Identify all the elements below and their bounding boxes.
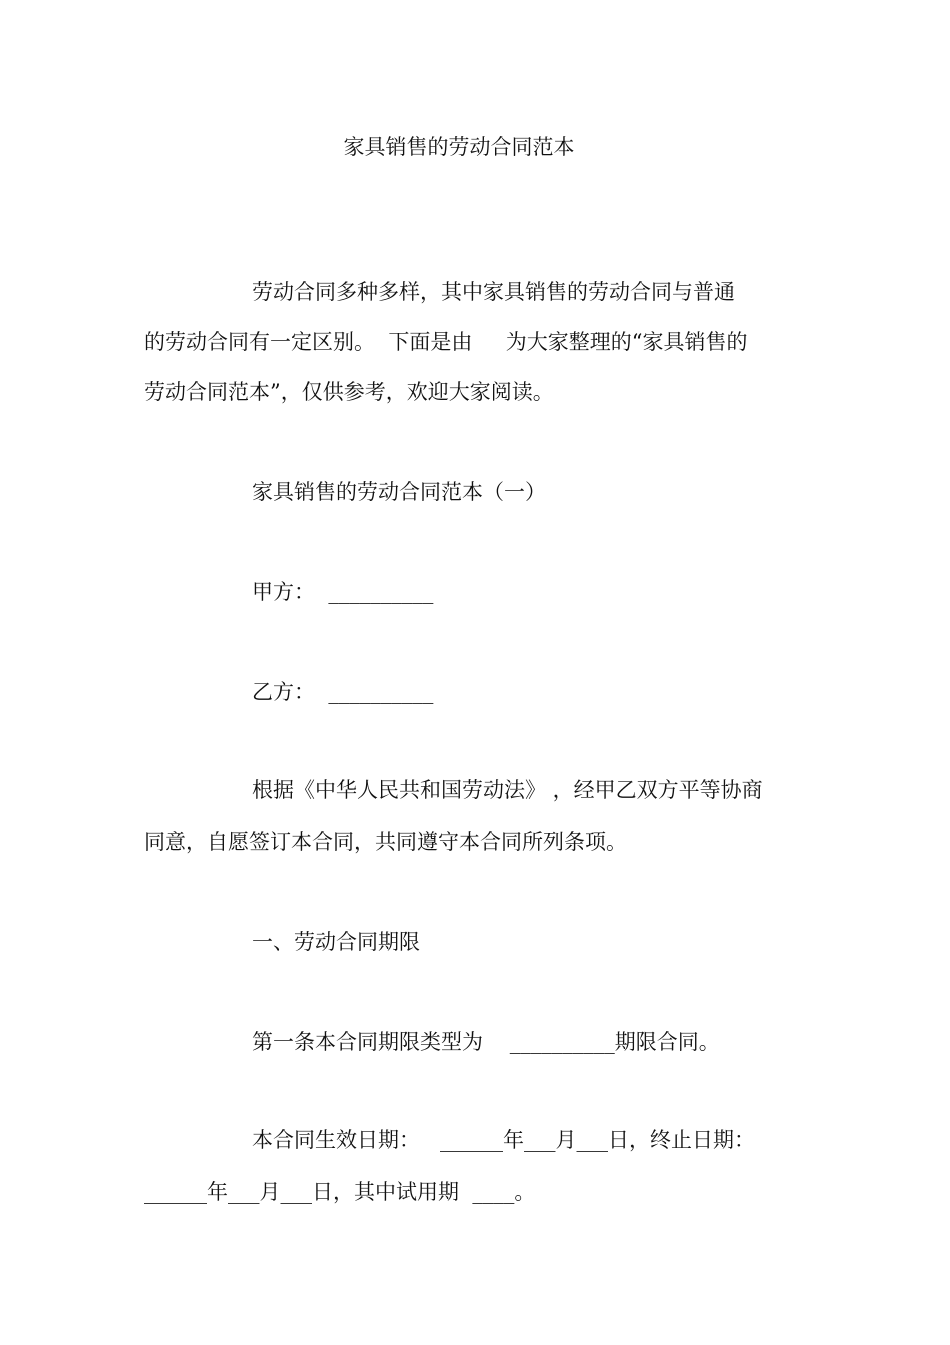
- document-title: 家具销售的劳动合同范本: [343, 135, 575, 159]
- basis-line-1: 根据《中华人民共和国劳动法》 ，经甲乙双方平等协商: [252, 778, 763, 802]
- basis-line-2: 同意，自愿签订本合同，共同遵守本合同所列条项。: [144, 830, 627, 854]
- intro-line-1: 劳动合同多种多样，其中家具销售的劳动合同与普通: [252, 280, 735, 304]
- article-1: 第一条本合同期限类型为 __________期限合同。: [252, 1030, 720, 1054]
- party-b-line: 乙方： __________: [252, 680, 434, 704]
- intro-line-3: 劳动合同范本”，仅供参考，欢迎大家阅读。: [144, 380, 554, 404]
- chapter-heading: 一、劳动合同期限: [252, 930, 420, 954]
- party-a-line: 甲方： __________: [252, 580, 434, 604]
- term-line-2: ______年___月___日，其中试用期 ____。: [144, 1180, 536, 1204]
- intro-line-2: 的劳动合同有一定区别。 下面是由 为大家整理的“家具销售的: [144, 330, 748, 354]
- term-line-1: 本合同生效日期： ______年___月___日，终止日期：: [252, 1128, 756, 1152]
- section-title: 家具销售的劳动合同范本（一）: [252, 480, 546, 504]
